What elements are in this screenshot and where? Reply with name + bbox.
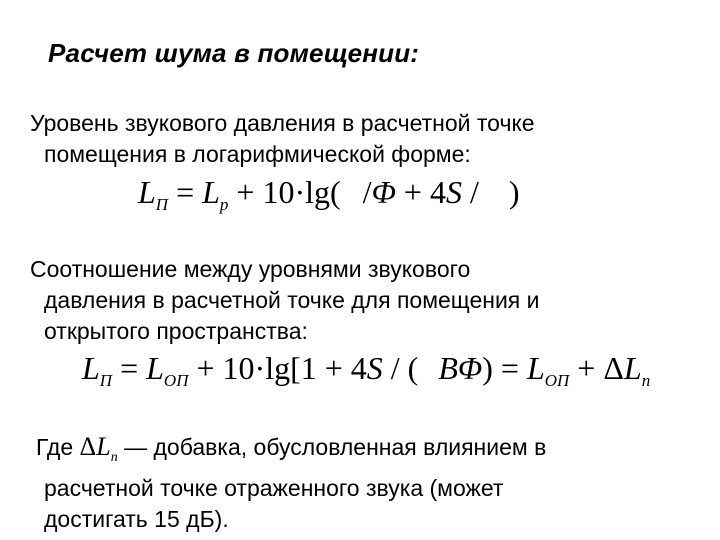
formula-operator: ) [500, 174, 520, 210]
inline-formula-delta-l [79, 432, 118, 465]
slide-title: Расчет шума в помещении: [48, 38, 420, 68]
formula-operator: + 10·lg [188, 350, 291, 386]
formula-subscript: п [110, 450, 118, 465]
formula-subscript: р [219, 195, 229, 214]
formula-symbol: L [138, 174, 156, 210]
paragraph-text: — добавка, обусловленная влиянием в [117, 434, 547, 460]
formula-symbol: L [202, 174, 220, 210]
formula-subscript: П [99, 371, 113, 390]
formula-subscript: ОП [544, 371, 570, 390]
formula-symbol: L [623, 350, 642, 386]
formula-subscript: П [155, 195, 169, 214]
formula-room-vs-open-space [82, 348, 650, 401]
formula-subscript: п [641, 371, 651, 390]
formula-bracket: ) [482, 350, 493, 386]
formula-symbol: B [438, 350, 458, 386]
formula-symbol: S [366, 350, 383, 386]
paragraph-line: помещения в логарифмической форме: [44, 141, 471, 167]
paragraph-line: расчетной точке отраженного звука (может [44, 475, 504, 501]
paragraph-line: Уровень звукового давления в расчетной точке [30, 110, 535, 136]
paragraph-relation [30, 254, 690, 347]
formula-term: 1 + 4 [300, 350, 367, 386]
formula-operator: + [395, 174, 430, 210]
formula-operator: / ( [382, 350, 419, 386]
formula-operator: = [112, 350, 147, 386]
formula-symbol: L [82, 350, 100, 386]
formula-number: 4 [429, 174, 446, 210]
paragraph-line: достигать 15 дБ). [44, 506, 229, 532]
formula-operator: + 10·lg( [228, 174, 341, 210]
formula-bracket: [ [290, 350, 301, 386]
formula-symbol: S [445, 174, 462, 210]
formula-operator: + Δ [569, 350, 624, 386]
paragraph-line: открытого пространства: [44, 318, 308, 344]
formula-operator: Δ [79, 432, 97, 461]
formula-operator: = [492, 350, 527, 386]
formula-symbol: L [96, 432, 111, 461]
formula-operator: / [362, 174, 372, 210]
formula-symbol: L [146, 350, 164, 386]
formula-operator: = [168, 174, 203, 210]
paragraph-line: Соотношение между уровнями звукового [30, 256, 471, 282]
formula-sound-pressure-level [138, 172, 520, 225]
formula-symbol: L [526, 350, 545, 386]
paragraph-where [30, 431, 690, 535]
formula-operator: / [461, 174, 479, 210]
formula-symbol: Φ [371, 174, 396, 210]
where-word: Где [36, 434, 74, 460]
paragraph-line [30, 431, 690, 473]
formula-subscript: ОП [163, 371, 189, 390]
paragraph-sound-pressure-level [30, 108, 690, 170]
formula-symbol: Φ [457, 350, 483, 386]
paragraph-line: давления в расчетной точке для помещения и [44, 287, 540, 313]
